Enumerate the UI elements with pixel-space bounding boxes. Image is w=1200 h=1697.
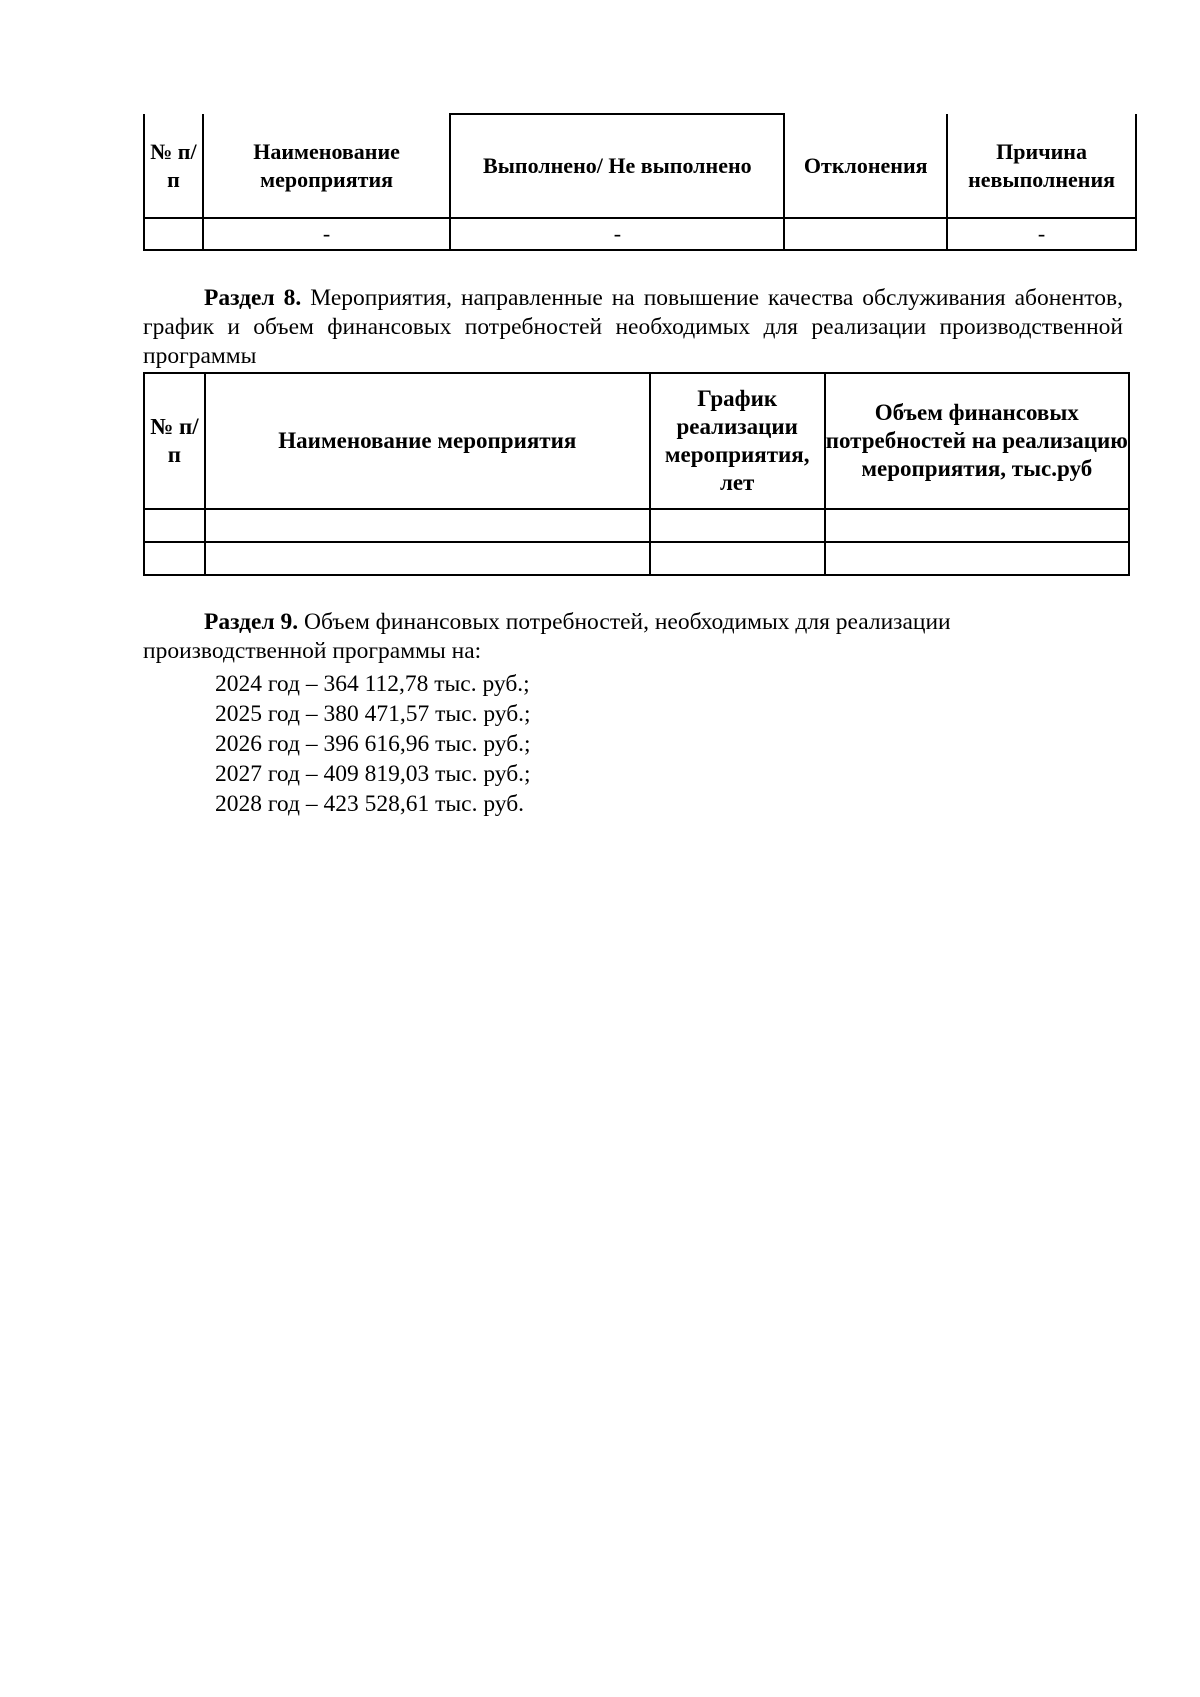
col-header-reason: Причина невыполнения (947, 114, 1136, 218)
table-cell (144, 509, 205, 542)
table-cell (144, 542, 205, 575)
section-9-paragraph (143, 608, 1123, 666)
table-cell: - (947, 218, 1136, 250)
year-amount-line: 2026 год – 396 616,96 тыс. руб.; (215, 731, 531, 757)
section-9-label: Раздел 9. (204, 609, 299, 635)
section-8-text: Мероприятия, направленные на повышение качества обслуживания абонентов, график и объем финансовых потребностей необходимых для реализации производственной программы (143, 285, 1123, 369)
section-8-paragraph (143, 284, 1123, 371)
table-header-row (144, 114, 1136, 218)
section-9-text: Объем финансовых потребностей, необходимых для реализации производственной программы на: (143, 609, 951, 664)
table-cell (784, 218, 947, 250)
col-header-event-name: Наименование мероприятия (203, 114, 451, 218)
table-cell (650, 509, 825, 542)
col-header-schedule: График реализации мероприятия, лет (650, 373, 825, 509)
col-header-financing: Объем финансовых потребностей на реализацию мероприятия, тыс.руб (825, 373, 1129, 509)
table-cell (825, 509, 1129, 542)
table-cell (825, 542, 1129, 575)
year-amount-line: 2024 год – 364 112,78 тыс. руб.; (215, 671, 530, 697)
table-header-row (144, 373, 1129, 509)
year-amount-line: 2028 год – 423 528,61 тыс. руб. (215, 791, 525, 817)
table-cell (650, 542, 825, 575)
table-cell: - (203, 218, 451, 250)
table-cell: - (450, 218, 784, 250)
section-8-label: Раздел 8. (204, 285, 302, 311)
col-header-number: № п/п (144, 114, 203, 218)
year-amount-line: 2027 год – 409 819,03 тыс. руб.; (215, 761, 531, 787)
table-cell (205, 509, 650, 542)
col-header-deviations: Отклонения (784, 114, 947, 218)
table-cell (144, 218, 203, 250)
table-cell (205, 542, 650, 575)
col-header-number: № п/п (144, 373, 205, 509)
table-execution-status (143, 113, 1137, 251)
col-header-status: Выполнено/ Не выполнено (450, 114, 784, 218)
table-events-financing (143, 372, 1130, 576)
table-row (144, 509, 1129, 542)
table-row (144, 542, 1129, 575)
year-amount-line: 2025 год – 380 471,57 тыс. руб.; (215, 701, 531, 727)
table-row (144, 218, 1136, 250)
col-header-event-name: Наименование мероприятия (205, 373, 650, 509)
